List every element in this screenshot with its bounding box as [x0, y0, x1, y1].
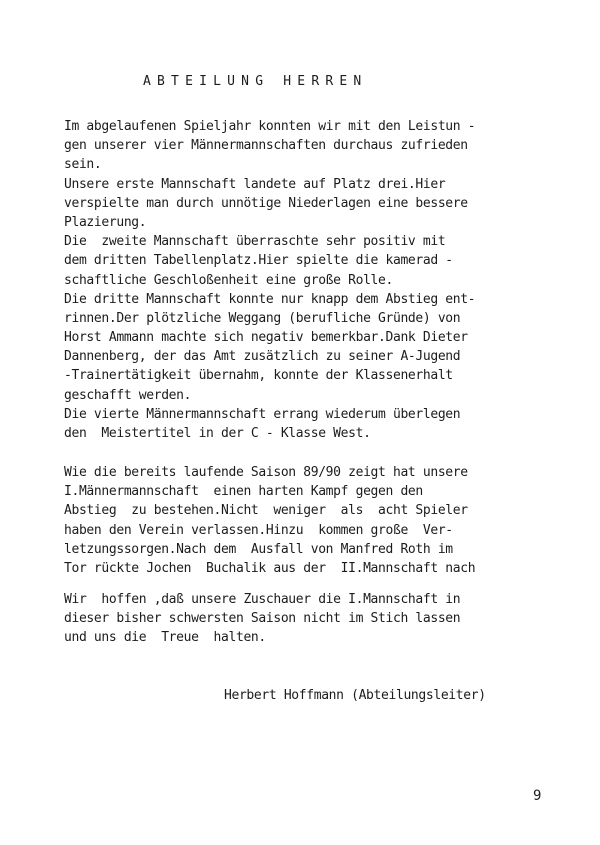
text-line: Im abgelaufenen Spieljahr konnten wir mit den Leistun -	[64, 119, 476, 134]
text-line: Horst Ammann machte sich negativ bemerkbar.Dank Dieter	[64, 330, 468, 346]
document-body	[64, 117, 544, 648]
text-line: Dannenberg, der das Amt zusätzlich zu seiner A-Jugend	[64, 349, 461, 365]
text-line: I.Männermannschaft einen harten Kampf gegen den	[64, 484, 423, 500]
text-line: Die dritte Mannschaft konnte nur knapp dem Abstieg ent-	[64, 291, 476, 307]
paragraph-season-review	[64, 117, 544, 443]
page-number: 9	[533, 788, 542, 804]
text-line: den Meistertitel in der C - Klasse West.	[64, 426, 371, 441]
text-line: gen unserer vier Männermannschaften durchaus zufrieden	[64, 138, 468, 154]
paragraph-spacer	[64, 443, 544, 463]
paragraph-current-season	[64, 463, 544, 578]
text-line: -Trainertätigkeit übernahm, konnte der Klassenerhalt	[64, 368, 453, 384]
text-line: verspielte man durch unnötige Niederlagen eine bessere	[64, 195, 468, 211]
paragraph-closing-hope	[64, 590, 544, 648]
text-line: Tor rückte Jochen Buchalik aus der II.Mannschaft nach	[64, 560, 476, 576]
text-line: rinnen.Der plötzliche Weggang (berufliche Gründe) von	[64, 310, 461, 326]
text-line: Abstieg zu bestehen.Nicht weniger als acht Spieler	[64, 503, 468, 519]
text-line: sein.	[64, 157, 102, 173]
text-line: letzungssorgen.Nach dem Ausfall von Manfred Roth im	[64, 541, 453, 557]
section-heading: ABTEILUNG HERREN	[143, 74, 368, 89]
text-line: und uns die Treue halten.	[64, 630, 266, 646]
text-line: dem dritten Tabellenplatz.Hier spielte die kamerad -	[64, 253, 453, 269]
signature-line: Herbert Hoffmann (Abteilungsleiter)	[224, 688, 486, 703]
text-line: Plazierung.	[64, 214, 147, 230]
text-line: Die zweite Mannschaft überraschte sehr positiv mit	[64, 234, 446, 250]
text-line: Unsere erste Mannschaft landete auf Platz drei.Hier	[64, 176, 446, 192]
text-line: geschafft werden.	[64, 387, 192, 403]
text-line: haben den Verein verlassen.Hinzu kommen große Ver-	[64, 522, 453, 538]
text-line: dieser bisher schwersten Saison nicht im Stich lassen	[64, 611, 461, 627]
paragraph-spacer	[64, 578, 544, 590]
text-line: Die vierte Männermannschaft errang wiederum überlegen	[64, 406, 461, 422]
text-line: Wie die bereits laufende Saison 89/90 zeigt hat unsere	[64, 464, 468, 480]
text-line: schaftliche Geschloßenheit eine große Rolle.	[64, 272, 393, 288]
text-line: Wir hoffen ,daß unsere Zuschauer die I.Mannschaft in	[64, 592, 461, 608]
